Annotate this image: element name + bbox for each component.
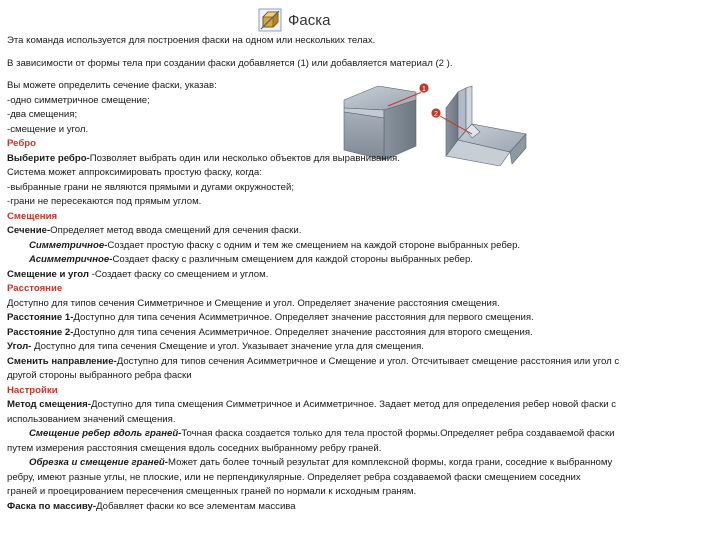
section-heading-edge: Ребро xyxy=(7,138,37,149)
page-title: Фаска xyxy=(288,11,331,29)
marker-1-label: 1 xyxy=(422,86,426,93)
intro-line-5: -два смещения; xyxy=(7,109,78,120)
intro-line-6: -смещение и угол. xyxy=(7,123,89,135)
settings-line-5-text: Может дать более точный результат для комплексной формы, когда грани, соседние к выбранному xyxy=(168,457,613,468)
settings-line-6: ребру, имеют разные углы, не плоские, или не перпендикулярные. Определяет ребра создаваемой фаски смещением соседних xyxy=(7,471,581,483)
distance-line-4 xyxy=(7,340,713,355)
term-angle: Угол- xyxy=(7,341,32,352)
settings-line-3-text: Точная фаска создается только для тела простой формы.Определяет ребра создаваемой фаски xyxy=(181,428,615,439)
settings-line-7: граней и проецированием пересечения смещенных граней по нормали к исходным граням. xyxy=(7,486,417,497)
distance-line-4-text: Доступно для типа сечения Смещение и угол. Указывает значение угла для смещения. xyxy=(31,341,424,352)
distance-line-2 xyxy=(7,311,713,326)
offsets-line-3-text: Создает фаску с различным смещением для каждой стороны выбранных ребер. xyxy=(112,254,473,265)
intro-line-4: -одно симметричное смещение; xyxy=(7,94,150,106)
offsets-line-2-text: Создает простую фаску с одним и тем же смещением на каждой стороне выбранных ребер. xyxy=(107,239,521,251)
intro-line-3: Вы можете определить сечение фаски, указав: xyxy=(7,80,217,91)
offsets-line-1-text: Определяет метод ввода смещений для сечения фаски. xyxy=(50,225,302,236)
offsets-line-4 xyxy=(7,268,713,283)
edge-line-4: -грани не пересекаются под прямым углом. xyxy=(7,196,202,207)
offsets-line-3 xyxy=(7,253,713,268)
term-distance-1: Расстояние 1- xyxy=(7,312,74,323)
settings-line-3 xyxy=(7,427,713,442)
edge-line-3: -выбранные грани не являются прямыми и дугами окружностей; xyxy=(7,181,294,193)
settings-line-1 xyxy=(7,398,713,413)
distance-line-5-text: Доступно для типов сечения Асимметричное и Смещение и угол. Отсчитывает смещение расстояния или угол с xyxy=(116,355,620,367)
offsets-line-4-text: -Создает фаску со смещением и углом. xyxy=(88,268,269,280)
section-heading-distance: Расстояние xyxy=(7,283,63,294)
edge-line-1 xyxy=(7,152,713,167)
distance-line-6: другой стороны выбранного ребра фаски xyxy=(7,370,192,381)
term-section: Сечение- xyxy=(7,225,51,236)
help-content xyxy=(7,34,713,514)
term-flip-direction: Сменить направление- xyxy=(7,355,117,367)
chamfer-tool-icon xyxy=(258,8,282,32)
section-heading-settings: Настройки xyxy=(7,384,58,396)
settings-line-2: использованием значений смещения. xyxy=(7,413,176,425)
term-distance-2: Расстояние 2- xyxy=(7,326,74,338)
distance-line-3-text: Доступно для типа сечения Асимметричное. Определяет значение расстояния для второго смещения. xyxy=(73,326,533,338)
distance-line-3 xyxy=(7,326,713,341)
offsets-line-2 xyxy=(7,239,713,254)
edge-line-2: Система может аппроксимировать простую фаску, когда: xyxy=(7,167,262,178)
edge-line-1-text: Позволяет выбрать один или несколько объектов для выравнивания. xyxy=(89,152,400,164)
term-offset-angle: Смещение и угол xyxy=(7,268,89,280)
term-offset-along-faces: Смещение ребер вдоль граней- xyxy=(29,428,182,439)
section-heading-offsets: Смещения xyxy=(7,210,58,222)
offsets-line-1 xyxy=(7,224,713,239)
settings-line-1-text: Доступно для типа смещения Симметричное и Асимметричное. Задает метод для определения ребер новой фаски с xyxy=(90,399,617,410)
distance-line-2-text: Доступно для типа сечения Асимметричное. Определяет значение расстояния для первого смещения. xyxy=(73,312,534,323)
term-asymmetric: Асимметричное- xyxy=(29,254,113,265)
settings-line-8 xyxy=(7,500,713,515)
distance-line-5 xyxy=(7,355,713,370)
marker-2-label: 2 xyxy=(434,111,438,118)
term-trim-offset-faces: Обрезка и смещение граней- xyxy=(29,457,168,468)
settings-line-8-text: Добавляет фаски ко все элементам массива xyxy=(96,500,296,512)
term-symmetric: Симметричное- xyxy=(29,239,108,251)
intro-line-1: Эта команда используется для построения фаски на одном или нескольких телах. xyxy=(7,35,376,46)
intro-line-2: В зависимости от формы тела при создании фаски добавляется (1) или добавляется материал (2 ). xyxy=(7,57,453,69)
term-pattern-chamfer: Фаска по массиву- xyxy=(7,500,97,512)
term-select-edge: Выберите ребро- xyxy=(7,152,90,164)
settings-line-5 xyxy=(7,456,713,471)
title-row xyxy=(258,8,330,32)
term-offset-method: Метод смещения- xyxy=(7,399,91,410)
settings-line-4: путем измерения расстояния смещения вдоль соседних выбранному ребру граней. xyxy=(7,442,382,454)
distance-line-1: Доступно для типов сечения Симметричное и Смещение и угол. Определяет значение расстояния смещения. xyxy=(7,297,500,309)
